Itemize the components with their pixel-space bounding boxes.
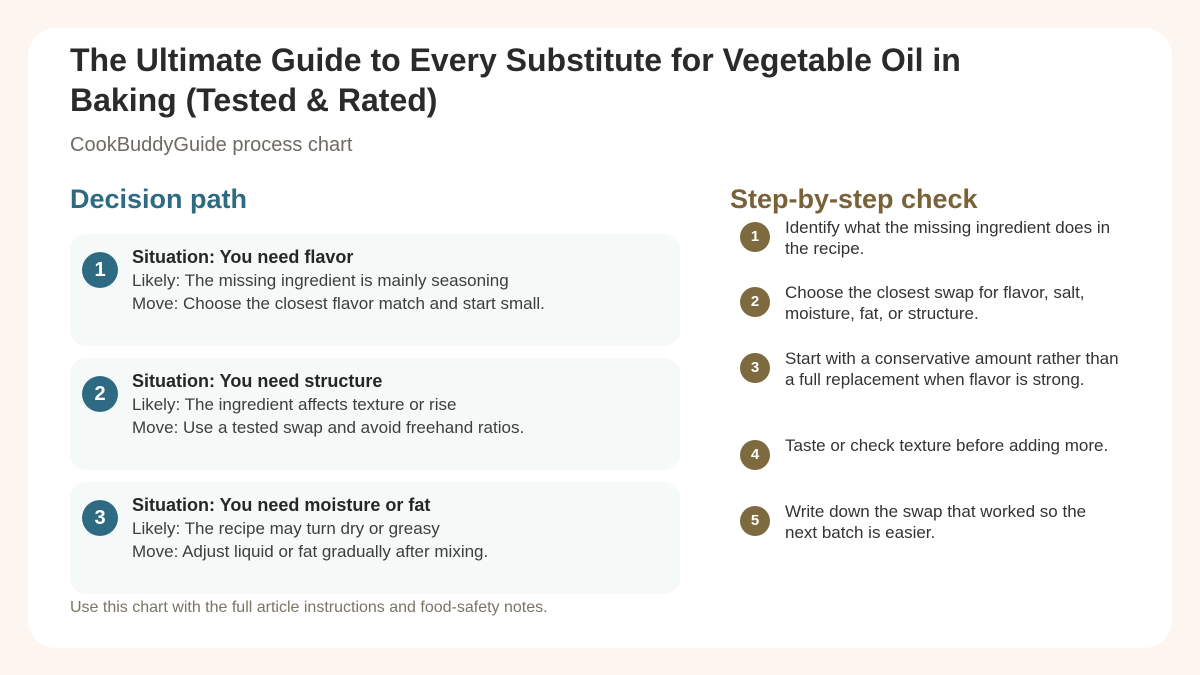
situation-card bbox=[70, 234, 680, 346]
situation-move: Move: Use a tested swap and avoid freehand ratios. bbox=[132, 418, 525, 437]
situation-likely: Likely: The missing ingredient is mainly seasoning bbox=[132, 271, 509, 290]
situation-likely: Likely: The recipe may turn dry or greasy bbox=[132, 519, 440, 538]
step-text: Identify what the missing ingredient does in the recipe. bbox=[785, 218, 1111, 258]
step-number-badge: 2 bbox=[740, 287, 770, 317]
situation-text bbox=[132, 370, 524, 439]
situation-likely: Likely: The ingredient affects texture or rise bbox=[132, 395, 457, 414]
situation-title: Situation: You need moisture or fat bbox=[132, 495, 431, 515]
footnote: Use this chart with the full article instructions and food-safety notes. bbox=[70, 599, 548, 616]
step-text: Write down the swap that worked so the next batch is easier. bbox=[785, 502, 1087, 542]
situation-number-badge: 1 bbox=[82, 252, 118, 288]
step-text: Taste or check texture before adding more. bbox=[785, 436, 1109, 455]
situation-move: Move: Choose the closest flavor match and start small. bbox=[132, 294, 545, 313]
situation-title: Situation: You need structure bbox=[132, 371, 383, 391]
step-number-badge: 4 bbox=[740, 440, 770, 470]
decision-path-heading: Decision path bbox=[70, 184, 248, 214]
situation-move: Move: Adjust liquid or fat gradually after mixing. bbox=[132, 542, 489, 561]
step-text: Choose the closest swap for flavor, salt, moisture, fat, or structure. bbox=[785, 283, 1085, 323]
situation-title: Situation: You need flavor bbox=[132, 247, 354, 267]
step-number-badge: 3 bbox=[740, 353, 770, 383]
situation-card bbox=[70, 482, 680, 594]
step-number-badge: 5 bbox=[740, 506, 770, 536]
step-number-badge: 1 bbox=[740, 222, 770, 252]
situation-text bbox=[132, 494, 488, 563]
situation-text bbox=[132, 246, 545, 315]
page-subtitle: CookBuddyGuide process chart bbox=[70, 134, 353, 156]
page-title: The Ultimate Guide to Every Substitute for Vegetable Oil in Baking (Tested & Rated) bbox=[70, 42, 961, 118]
situation-number-badge: 2 bbox=[82, 376, 118, 412]
situation-card bbox=[70, 358, 680, 470]
situation-number-badge: 3 bbox=[82, 500, 118, 536]
step-check-heading: Step-by-step check bbox=[730, 184, 978, 214]
step-text: Start with a conservative amount rather than a full replacement when flavor is strong. bbox=[785, 349, 1119, 389]
